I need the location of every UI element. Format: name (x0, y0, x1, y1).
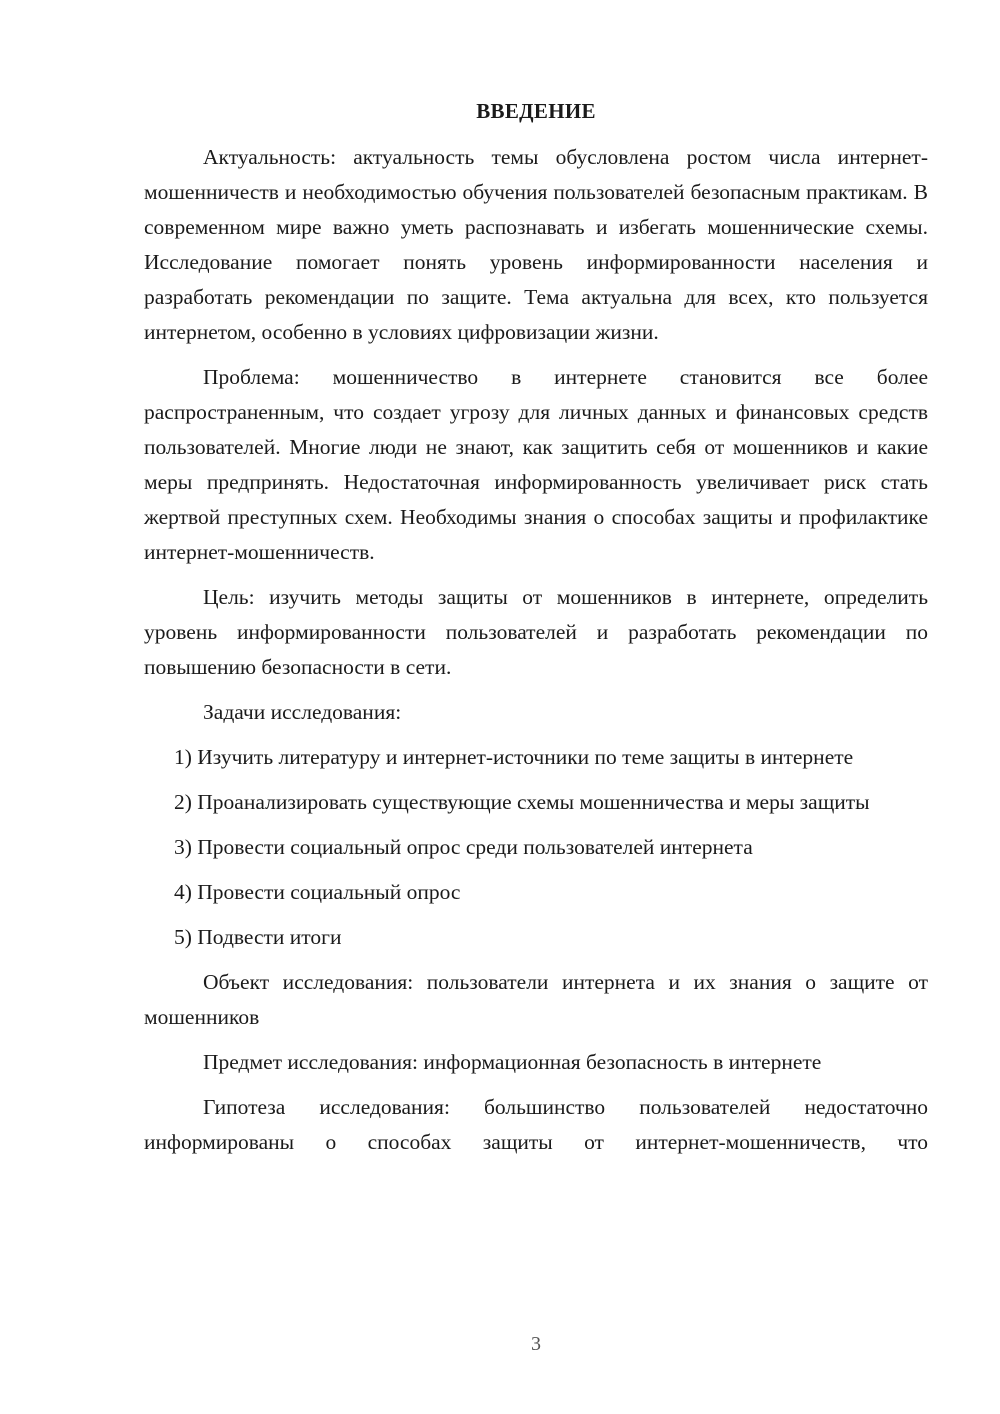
paragraph-object: Объект исследования: пользователи интернета и их знания о защите от мошенников (144, 970, 928, 1029)
paragraph-problem: Проблема: мошенничество в интернете становится все более распространенным, что создает угрозу для личных данных и финансовых средств пользователей. Многие люди не знают, как защитить себя от мошенников и какие меры предпринять. Недостаточная информированность увеличивает риск стать жертвой преступных схем. Необходимы знания о способах защиты и профилактике интернет-мошенничеств. (144, 365, 928, 564)
paragraph-goal: Цель: изучить методы защиты от мошенников в интернете, определить уровень информированности пользователей и разработать рекомендации по повышению безопасности в сети. (144, 585, 928, 679)
page-number: 3 (531, 1333, 541, 1355)
tasks-heading: Задачи исследования: (203, 700, 402, 724)
tasks-list (144, 740, 928, 955)
task-item-5: 5) Подвести итоги (174, 925, 342, 949)
paragraph-subject: Предмет исследования: информационная безопасность в интернете (203, 1050, 822, 1074)
document-page (144, 96, 928, 1170)
paragraph-hypothesis: Гипотеза исследования: большинство пользователей недостаточно информированы о способах защиты от интернет-мошенничеств, что (144, 1095, 928, 1154)
paragraph-actuality: Актуальность: актуальность темы обусловлена ростом числа интернет-мошенничеств и необходимостью обучения пользователей безопасным практикам. В современном мире важно уметь распознавать и избегать мошеннические схемы. Исследование помогает понять уровень информированности населения и разработать рекомендации по защите. Тема актуальна для всех, кто пользуется интернетом, особенно в условиях цифровизации жизни. (144, 145, 928, 344)
task-item-2: 2) Проанализировать существующие схемы мошенничества и меры защиты (174, 790, 870, 814)
task-item-1: 1) Изучить литературу и интернет-источники по теме защиты в интернете (174, 745, 854, 769)
page-title: ВВЕДЕНИЕ (476, 99, 596, 123)
task-item-4: 4) Провести социальный опрос (174, 880, 461, 904)
task-item-3: 3) Провести социальный опрос среди пользователей интернета (174, 835, 753, 859)
